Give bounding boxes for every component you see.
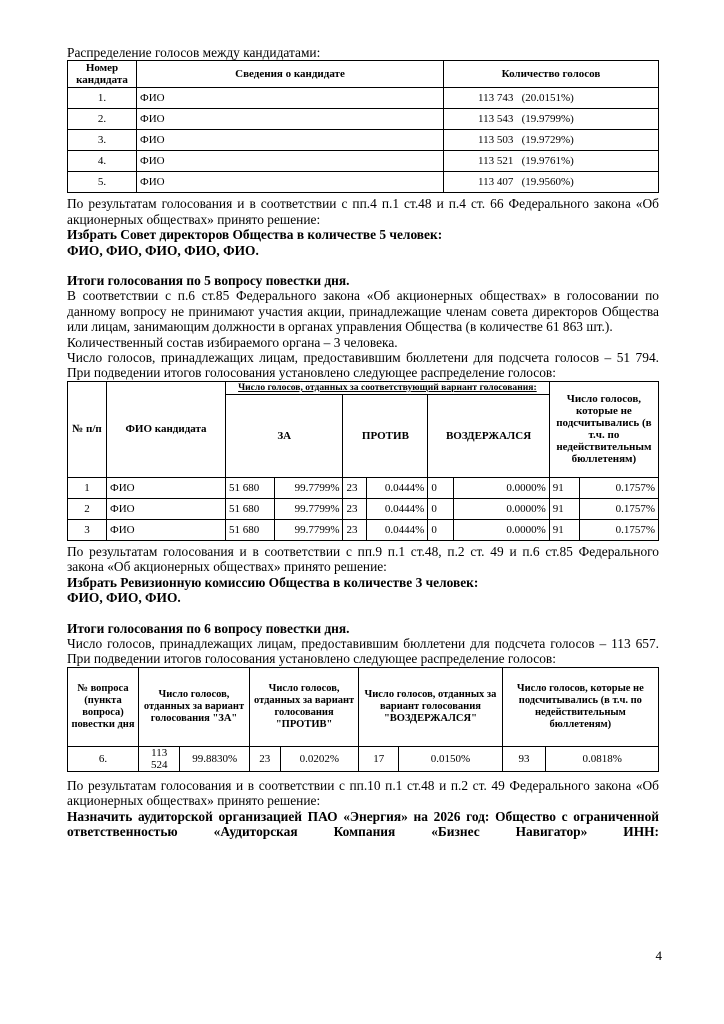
candidates-distribution-label: Распределение голосов между кандидатами: xyxy=(67,45,321,60)
cell-num: 1 xyxy=(68,477,107,498)
col-invalid: Число голосов, которые не подсчитывались (в т.ч. по недействительным бюллетеням) xyxy=(502,667,658,746)
cell-name: ФИО xyxy=(137,130,444,151)
cell-num: 2 xyxy=(68,498,107,519)
cell-votes: 113 543 (19.9799%) xyxy=(444,109,659,130)
cell-name: ФИО xyxy=(137,109,444,130)
cell-num: 3. xyxy=(68,130,137,151)
table-row xyxy=(68,109,659,130)
cell-vozd: 0 xyxy=(428,498,454,519)
col-za: ЗА xyxy=(226,394,343,477)
cell-name: ФИО xyxy=(107,498,226,519)
cell-vozd-percent: 0.0000% xyxy=(454,519,550,540)
col-group-votes: Число голосов, отданных за соответствующий вариант голосования: xyxy=(226,381,550,394)
cell-protiv: 23 xyxy=(250,746,281,771)
revision-commission-votes-table xyxy=(67,381,659,541)
col-protiv: Число голосов, отданных за вариант голосования "ПРОТИВ" xyxy=(250,667,359,746)
table-row xyxy=(68,88,659,109)
cell-za: 51 680 xyxy=(226,477,275,498)
cell-name: ФИО xyxy=(107,477,226,498)
paragraph: В соответствии с п.6 ст.85 Федерального закона «Об акционерных обществах» в голосовании по данному вопросу не принимают участия акции, принадлежащие членам совета директоров Общества или лицам, занимающим должности в органах управления Общества (в количестве 61 863 шт.). xyxy=(67,288,659,335)
col-number: № п/п xyxy=(68,381,107,477)
cell-invalid: 91 xyxy=(549,519,579,540)
col-vote-count: Количество голосов xyxy=(444,61,659,88)
paragraph: По результатам голосования и в соответствии с пп.9 п.1 ст.48, п.2 ст. 49 и п.6 ст.85 Федерального закона «Об акционерных обществах» принято решение: xyxy=(67,543,659,575)
cell-name: ФИО xyxy=(137,151,444,172)
cell-protiv: 23 xyxy=(343,498,367,519)
cell-votes: 113 743 (20.0151%) xyxy=(444,88,659,109)
table-header-row xyxy=(68,61,659,88)
table-row xyxy=(68,172,659,193)
paragraph: Количественный состав избираемого органа – 3 человека. xyxy=(67,334,398,350)
cell-invalid-percent: 0.1757% xyxy=(580,477,659,498)
col-vozd: Число голосов, отданных за вариант голосования "ВОЗДЕРЖАЛСЯ" xyxy=(359,667,503,746)
cell-invalid: 91 xyxy=(549,498,579,519)
cell-vozd-percent: 0.0000% xyxy=(454,477,550,498)
cell-num: 3 xyxy=(68,519,107,540)
cell-invalid-percent: 0.0818% xyxy=(546,746,659,771)
cell-protiv-percent: 0.0444% xyxy=(367,477,428,498)
cell-invalid: 91 xyxy=(549,477,579,498)
paragraph: По результатам голосования и в соответствии с пп.10 п.1 ст.48 и п.2 ст. 49 Федерального закона «Об акционерных обществах» принято решение: xyxy=(67,777,659,809)
cell-za-percent: 99.7799% xyxy=(275,519,343,540)
cell-votes: 113 503 (19.9729%) xyxy=(444,130,659,151)
decision-text: Избрать Ревизионную комиссию Общества в количестве 3 человек: xyxy=(67,574,479,590)
cell-invalid-percent: 0.1757% xyxy=(580,519,659,540)
decision-text: Назначить аудиторской организацией ПАО «Энергия» на 2026 год: Общество с ограниченной ответственностью «Аудиторская Компания «Бизнес Навигатор» ИНН: xyxy=(67,808,659,839)
cell-vozd: 0 xyxy=(428,477,454,498)
cell-num: 1. xyxy=(68,88,137,109)
section-heading: Итоги голосования по 5 вопросу повестки дня. xyxy=(67,273,350,289)
table-row xyxy=(68,151,659,172)
paragraph: Число голосов, принадлежащих лицам, предоставившим бюллетени для подсчета голосов – 51 794. При подведении итогов голосования установлено следующее распределение голосов: xyxy=(67,350,659,381)
col-za: Число голосов, отданных за вариант голосования "ЗА" xyxy=(139,667,250,746)
cell-name: ФИО xyxy=(107,519,226,540)
cell-za-percent: 99.8830% xyxy=(180,746,250,771)
col-invalid: Число голосов, которые не подсчитывались (в т.ч. по недействительным бюллетеням) xyxy=(549,381,658,477)
cell-invalid-percent: 0.1757% xyxy=(580,498,659,519)
cell-num: 4. xyxy=(68,151,137,172)
table-row xyxy=(68,477,659,498)
section-heading: Итоги голосования по 6 вопросу повестки дня. xyxy=(67,620,350,636)
cell-votes: 113 521 (19.9761%) xyxy=(444,151,659,172)
paragraph: По результатам голосования и в соответствии с пп.4 п.1 ст.48 и п.4 ст. 66 Федерального закона «Об акционерных обществах» принято решение: xyxy=(67,196,659,227)
decision-names: ФИО, ФИО, ФИО. xyxy=(67,590,181,606)
col-candidate-number: Номер кандидата xyxy=(68,61,137,88)
paragraph: Число голосов, принадлежащих лицам, предоставившим бюллетени для подсчета голосов – 113 657. При подведении итогов голосования установлено следующее распределение голосов: xyxy=(67,635,659,667)
table-row xyxy=(68,498,659,519)
col-question-number: № вопроса (пункта вопроса) повестки дня xyxy=(68,667,139,746)
cell-za-percent: 99.7799% xyxy=(275,498,343,519)
cell-num: 2. xyxy=(68,109,137,130)
cell-name: ФИО xyxy=(137,88,444,109)
cell-num: 6. xyxy=(68,746,139,771)
cell-name: ФИО xyxy=(137,172,444,193)
decision-names: ФИО, ФИО, ФИО, ФИО, ФИО. xyxy=(67,242,259,258)
page-number: 4 xyxy=(655,948,662,963)
cell-num: 5. xyxy=(68,172,137,193)
cell-invalid: 93 xyxy=(502,746,546,771)
col-candidate-name: ФИО кандидата xyxy=(107,381,226,477)
table-row xyxy=(68,746,659,771)
cell-protiv-percent: 0.0444% xyxy=(367,498,428,519)
cell-za: 51 680 xyxy=(226,519,275,540)
col-vozd: ВОЗДЕРЖАЛСЯ xyxy=(428,394,549,477)
table-header-row xyxy=(68,667,659,746)
cell-vozd: 0 xyxy=(428,519,454,540)
cell-za: 51 680 xyxy=(226,498,275,519)
cell-protiv: 23 xyxy=(343,519,367,540)
col-protiv: ПРОТИВ xyxy=(343,394,428,477)
cell-protiv: 23 xyxy=(343,477,367,498)
table-row xyxy=(68,519,659,540)
document-page xyxy=(67,45,659,839)
table-header-row xyxy=(68,381,659,394)
cell-votes: 113 407 (19.9560%) xyxy=(444,172,659,193)
cell-za-percent: 99.7799% xyxy=(275,477,343,498)
auditor-votes-table xyxy=(67,667,659,772)
col-candidate-info: Сведения о кандидате xyxy=(137,61,444,88)
cell-protiv-percent: 0.0444% xyxy=(367,519,428,540)
decision-text: Избрать Совет директоров Общества в количестве 5 человек: xyxy=(67,227,443,243)
table-row xyxy=(68,130,659,151)
cell-vozd-percent: 0.0150% xyxy=(399,746,502,771)
candidates-votes-table xyxy=(67,60,659,193)
cell-vozd-percent: 0.0000% xyxy=(454,498,550,519)
cell-protiv-percent: 0.0202% xyxy=(280,746,359,771)
cell-vozd: 17 xyxy=(359,746,399,771)
cell-za: 113 524 xyxy=(139,746,180,771)
